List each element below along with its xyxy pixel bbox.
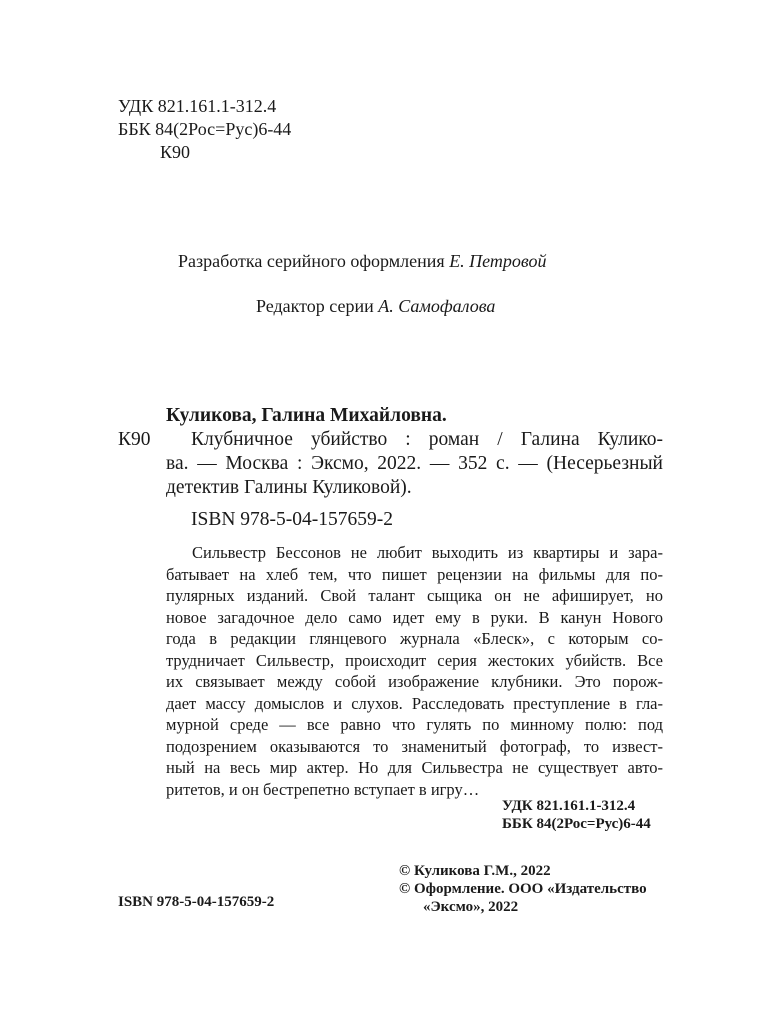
annotation-line: ритетов, и он бестрепетно вступает в игру… <box>166 779 480 799</box>
author-mark-record: К90 <box>118 429 151 450</box>
annotation-line: года в редакции глянцевого журнала «Блеск», с которым со- <box>166 629 663 648</box>
series-editor-name: А. Самофалова <box>378 296 496 316</box>
bib-line-1: Клубничное убийство : роман / Галина Кулико- <box>191 429 663 450</box>
series-designer-name: Е. Петровой <box>449 251 547 271</box>
udk-code: УДК 821.161.1-312.4 <box>118 96 277 116</box>
annotation-line: ный на весь мир актер. Но для Сильвестра не существует авто- <box>166 758 663 777</box>
annotation-line: батывает на хлеб тем, что пишет рецензии на фильмы для по- <box>166 564 663 584</box>
copyright-author: © Куликова Г.М., 2022 <box>399 863 551 879</box>
annotation-line: дает массу домыслов и слухов. Расследовать преступление в гла- <box>166 693 663 713</box>
author-mark-top: К90 <box>160 142 191 162</box>
series-design-label: Разработка серийного оформления <box>178 251 450 271</box>
annotation-line: Сильвестр Бессонов не любит выходить из квартиры и зара- <box>192 543 663 562</box>
annotation-line: их связывает между собой изображение клубники. Это порож- <box>166 672 663 691</box>
annotation-line: пулярных изданий. Свой талант сыщика он не афиширует, но <box>166 586 663 605</box>
annotation <box>166 542 663 800</box>
copyright-publisher: «Эксмо», 2022 <box>423 899 519 915</box>
bbk-code-bottom: ББК 84(2Рос=Рус)6-44 <box>502 816 651 832</box>
udk-code-bottom: УДК 821.161.1-312.4 <box>502 798 636 814</box>
annotation-line: подозрением оказываются то знаменитый фотограф, то извест- <box>166 736 663 756</box>
series-editor-credit <box>256 296 495 317</box>
bbk-code: ББК 84(2Рос=Рус)6-44 <box>118 119 292 139</box>
annotation-line: новое загадочное дело само идет ему в руки. В канун Нового <box>166 607 663 627</box>
copyright-design: © Оформление. ООО «Издательство <box>399 881 647 897</box>
isbn-footer: ISBN 978-5-04-157659-2 <box>118 894 275 910</box>
bib-line-3: детектив Галины Куликовой). <box>166 477 412 498</box>
series-editor-label: Редактор серии <box>256 296 379 316</box>
annotation-line: трудничает Сильвестр, происходит серия жестоких убийств. Все <box>166 650 663 670</box>
bib-line-2: ва. — Москва : Эксмо, 2022. — 352 с. — (Несерьезный <box>166 453 663 474</box>
annotation-line: мурной среде — все равно что гулять по минному полю: под <box>166 715 663 734</box>
isbn-record: ISBN 978-5-04-157659-2 <box>191 509 394 530</box>
author-heading: Куликова, Галина Михайловна. <box>166 405 447 426</box>
series-design-credit <box>178 251 547 272</box>
